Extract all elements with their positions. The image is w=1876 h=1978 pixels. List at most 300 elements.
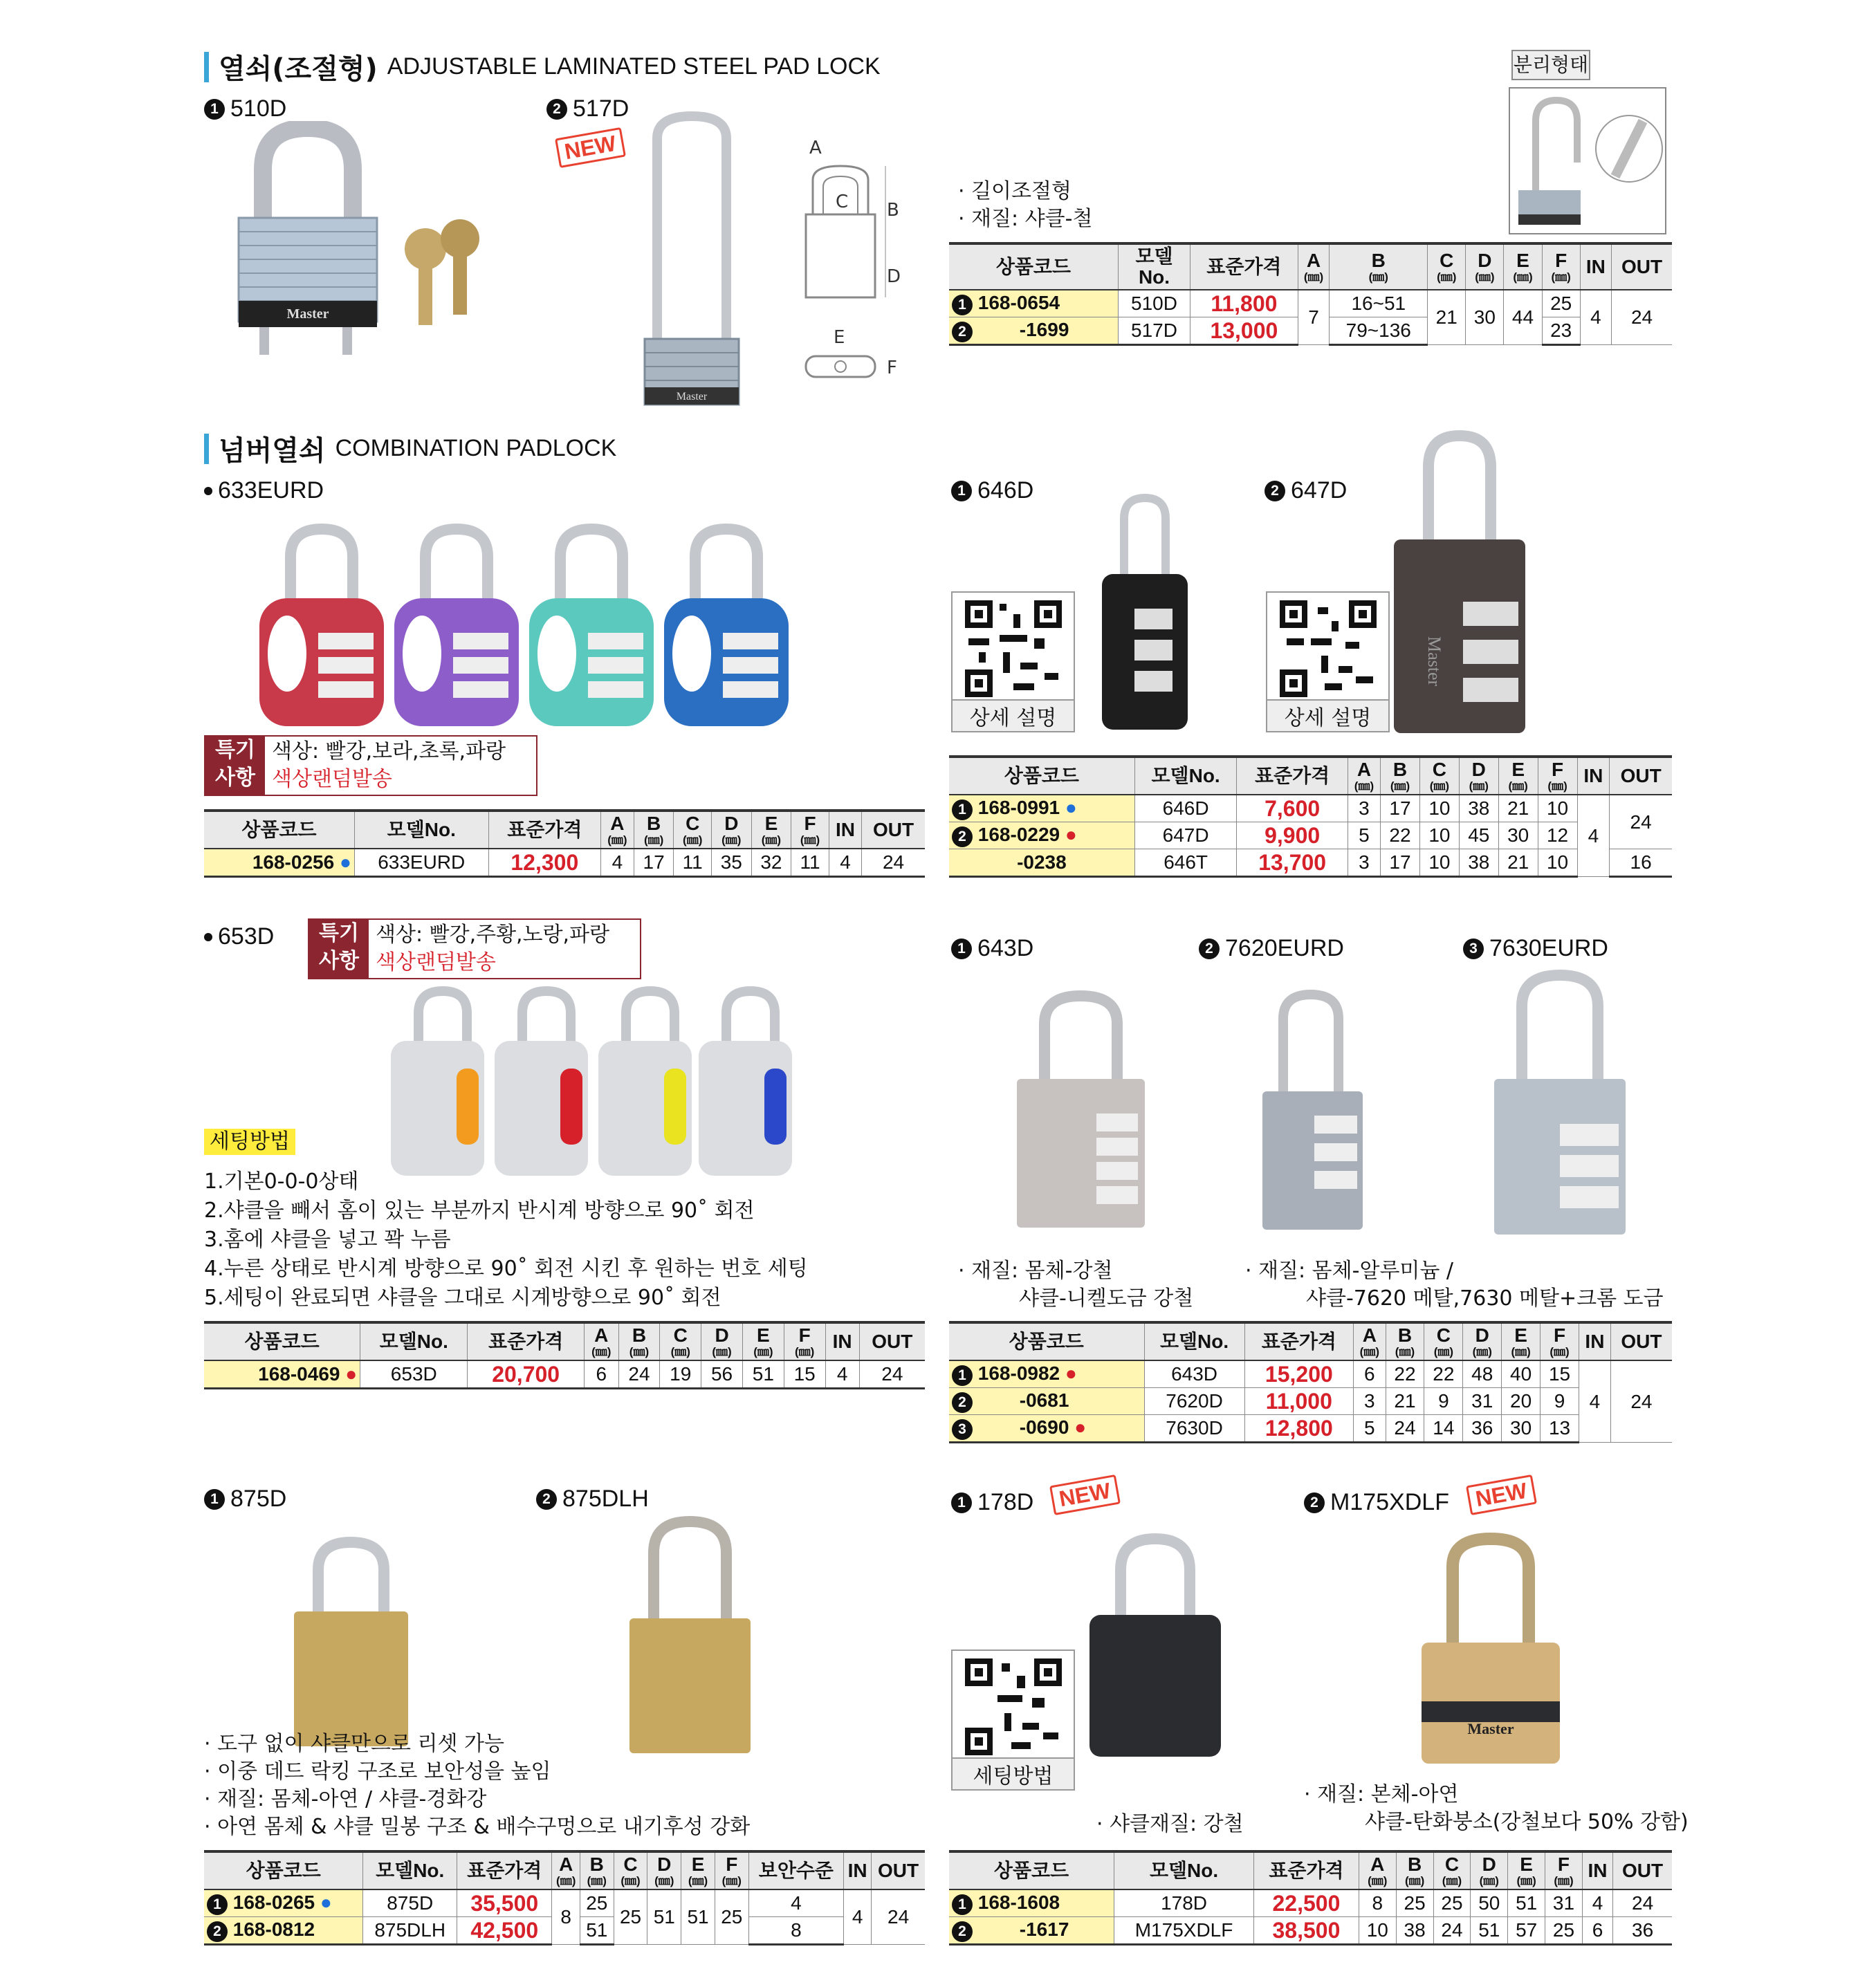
red-dot: ● (345, 1363, 358, 1385)
dim-cell: 6 (1354, 1360, 1386, 1388)
dim-cell: 25 (1542, 290, 1580, 317)
security-cell: 4 (748, 1889, 843, 1917)
code-cell (949, 822, 1134, 849)
note-line: · 도구 없이 샤클만으로 리셋 가능 (204, 1732, 504, 1756)
h: C (1436, 1324, 1451, 1346)
unit: (㎜) (753, 1345, 773, 1358)
bullet-dot (204, 487, 212, 495)
out-cell: 24 (1610, 1360, 1672, 1443)
blue-dot: ● (339, 851, 351, 873)
header-b (580, 1851, 614, 1889)
section-title-kr: 열쇠(조절형) (219, 53, 378, 85)
table-row (204, 849, 925, 877)
note-line: · 길이조절형 (958, 179, 1072, 203)
header-f (791, 811, 829, 849)
model-cell: M175XDLF (1114, 1917, 1254, 1945)
h: A (559, 1854, 573, 1875)
notes-875 (204, 1730, 750, 1841)
note-line: 샤클-탄화붕소(강철보다 50% 강함) (1365, 1810, 1689, 1834)
header-d (712, 811, 752, 849)
header-f (1542, 243, 1580, 290)
unit: (㎜) (1404, 1874, 1425, 1887)
number-badge: 2 (952, 1392, 973, 1413)
number-badge: 1 (207, 1894, 228, 1915)
dim-cell: 3 (1348, 795, 1380, 822)
model-label-653d (204, 923, 274, 950)
table-row (949, 1889, 1672, 1917)
h: A (594, 1324, 609, 1346)
separate-type-label: 분리형태 (1511, 50, 1590, 80)
dim-cell: 24 (618, 1360, 660, 1389)
code-cell (949, 849, 1134, 877)
header-c (1419, 757, 1459, 795)
table-row (949, 290, 1672, 317)
number-badge: 1 (952, 295, 973, 315)
header-d-text: D (1478, 250, 1492, 271)
header-model: 모델No. (354, 811, 488, 849)
code-cell (204, 1360, 360, 1389)
dim-cell: 8 (1359, 1889, 1396, 1917)
lock-red (259, 529, 384, 726)
header-out: OUT (872, 1851, 925, 1889)
unit: (㎜) (794, 1345, 815, 1358)
dim-cell: 11 (674, 849, 712, 877)
out-cell: 24 (859, 1360, 925, 1389)
h: C (686, 813, 700, 834)
code-cell (949, 1917, 1114, 1945)
dim-cell: 17 (1381, 795, 1420, 822)
code-cell (204, 1917, 363, 1945)
header-model: 모델No. (1144, 1322, 1244, 1360)
padlock-510d-image (228, 121, 491, 356)
dim-cell: 40 (1502, 1360, 1541, 1388)
h: D (1482, 1854, 1496, 1875)
code-text: 168-0469 (258, 1363, 340, 1385)
unit: (㎜) (1551, 270, 1571, 284)
h: E (1520, 1854, 1533, 1875)
header-code: 상품코드 (949, 757, 1134, 795)
dim-cell: 25 (715, 1889, 748, 1945)
setting-step: 1.기본0-0-0상태 (204, 1170, 359, 1194)
code-text: 168-0991 (977, 797, 1060, 818)
unit: (㎜) (721, 833, 742, 847)
table-row (204, 1360, 925, 1389)
header-in: IN (844, 1851, 872, 1889)
dim-cell: 25 (614, 1889, 647, 1945)
model-label-875d (204, 1486, 286, 1513)
dim-cell: 35 (712, 849, 752, 877)
h: D (657, 1854, 672, 1875)
header-d (1466, 243, 1504, 290)
setting-caption: 세팅방법 (953, 1757, 1074, 1789)
dim-cell: 22 (1424, 1360, 1463, 1388)
special-notes-633 (204, 735, 537, 796)
dim-cell: 51 (742, 1360, 784, 1389)
h: A (610, 813, 625, 834)
number-badge: 2 (207, 1921, 228, 1942)
code-cell (204, 849, 354, 877)
header-code: 상품코드 (949, 243, 1118, 290)
setting-steps (204, 1167, 808, 1313)
header-e (751, 811, 791, 849)
h: E (764, 813, 778, 834)
dim-cell: 57 (1508, 1917, 1545, 1945)
padlock-653d-images (387, 986, 796, 1183)
lock-yellow (598, 991, 692, 1176)
dim-cell: 17 (1381, 849, 1420, 877)
header-model-b: No. (1138, 266, 1170, 288)
header-security: 보안수준 (748, 1851, 843, 1889)
qr-icon (1276, 597, 1380, 699)
qr-code-178[interactable] (951, 1649, 1075, 1791)
dim-cell: 3 (1348, 849, 1380, 877)
unit: (㎜) (1433, 1345, 1454, 1358)
unit: (㎜) (1303, 270, 1324, 284)
color-note: 색상: 빨강,보라,초록,파랑 (272, 739, 506, 764)
dim-cell: 10 (1538, 795, 1577, 822)
unit: (㎜) (629, 1345, 650, 1358)
h: A (1357, 759, 1372, 780)
h: A (1362, 1324, 1377, 1346)
unit: (㎜) (1511, 1345, 1531, 1358)
detail-caption: 상세 설명 (953, 699, 1074, 731)
code-cell (949, 1415, 1144, 1443)
qr-icon (962, 1655, 1065, 1757)
model-label-510d (204, 95, 286, 122)
title-accent-bar (204, 52, 209, 82)
code-text: 168-0654 (977, 292, 1060, 313)
model-text: 653D (218, 923, 275, 950)
model-label-7620eurd (1199, 935, 1344, 962)
dim-cell: 51 (681, 1889, 715, 1945)
header-d (701, 1322, 743, 1360)
dim-cell: 21 (1498, 795, 1538, 822)
table-row (949, 1388, 1672, 1415)
in-cell: 4 (1579, 1360, 1610, 1443)
adjustable-notes (958, 178, 1092, 233)
unit: (㎜) (1442, 1874, 1462, 1887)
dim-cell: 10 (1538, 849, 1577, 877)
number-badge: 1 (204, 99, 225, 120)
dim-cell: 30 (1502, 1415, 1541, 1443)
header-a (1298, 243, 1330, 290)
number-badge: 2 (1265, 481, 1285, 501)
header-price: 표준가격 (468, 1322, 585, 1360)
header-e (1502, 1322, 1541, 1360)
dim-a-label: A (809, 138, 822, 158)
padlock-647d-image (1390, 429, 1529, 740)
number-badge: 1 (951, 939, 972, 959)
unit: (㎜) (761, 833, 782, 847)
code-cell (949, 795, 1134, 822)
unit: (㎜) (1479, 1874, 1499, 1887)
number-badge: 3 (952, 1419, 973, 1440)
model-text: 647D (1291, 477, 1348, 503)
h: B (632, 1324, 647, 1346)
code-text: -1699 (1019, 319, 1069, 340)
model-label-633eurd (204, 477, 324, 504)
padlock-875dlh-image (626, 1515, 754, 1757)
in-cell: 4 (1582, 1889, 1612, 1917)
unit: (㎜) (654, 1874, 674, 1887)
dim-cell: 38 (1459, 795, 1498, 822)
model-cell: 517D (1118, 317, 1190, 345)
header-c (660, 1322, 701, 1360)
padlock-643d-image (1013, 989, 1148, 1231)
header-e (742, 1322, 784, 1360)
dim-cell: 32 (751, 849, 791, 877)
random-note: 색상랜덤발송 (272, 767, 392, 791)
h: E (1514, 1324, 1527, 1346)
header-price: 표준가격 (1244, 1322, 1354, 1360)
dim-cell: 10 (1419, 795, 1459, 822)
dim-cell: 11 (791, 849, 829, 877)
unit: (㎜) (721, 1874, 742, 1887)
model-label-517d (546, 95, 629, 122)
header-model: 모델No. (1114, 1851, 1254, 1889)
qr-icon (962, 597, 1065, 699)
notes-m175 (1304, 1781, 1689, 1836)
unit: (㎜) (1437, 270, 1457, 284)
dim-cell: 31 (1545, 1889, 1583, 1917)
spec-table-646 (949, 755, 1672, 878)
out-cell: 24 (1613, 1889, 1672, 1917)
unit: (㎜) (1368, 270, 1388, 284)
h: E (1511, 759, 1525, 780)
blue-dot: ● (1065, 797, 1077, 818)
header-model-a: 모델 (1135, 246, 1173, 267)
h: F (726, 1854, 738, 1875)
number-badge: 2 (952, 322, 973, 342)
h: E (691, 1854, 705, 1875)
spec-table-adjustable (949, 242, 1672, 346)
header-c (1424, 1322, 1463, 1360)
header-e (681, 1851, 715, 1889)
note-line: · 재질: 몸체-아연 / 샤클-경화강 (204, 1787, 487, 1811)
header-d (1459, 757, 1498, 795)
dim-cell: 5 (1354, 1415, 1386, 1443)
dim-cell: 21 (1386, 1388, 1424, 1415)
unit: (㎜) (587, 1874, 607, 1887)
lock-orange (391, 991, 484, 1176)
header-in: IN (1579, 1322, 1610, 1360)
header-in: IN (829, 811, 861, 849)
dim-cell: 10 (1419, 849, 1459, 877)
model-cell: 646D (1134, 795, 1237, 822)
bullet-dot (204, 933, 212, 941)
dim-cell: 14 (1424, 1415, 1463, 1443)
dim-cell: 51 (647, 1889, 681, 1945)
h: B (1407, 1854, 1422, 1875)
unit: (㎜) (1549, 1345, 1570, 1358)
new-badge: NEW (555, 127, 626, 168)
spec-table-653 (204, 1321, 925, 1389)
dim-cell: 20 (1502, 1388, 1541, 1415)
header-out: OUT (1612, 243, 1672, 290)
dim-cell: 48 (1463, 1360, 1502, 1388)
dim-b-label: B (887, 200, 899, 221)
random-note: 색상랜덤발송 (376, 950, 496, 974)
dim-cell: 13 (1541, 1415, 1579, 1443)
header-a (1359, 1851, 1396, 1889)
brand-text: Master (1467, 1720, 1514, 1737)
dim-cell: 6 (584, 1360, 618, 1389)
header-b (1386, 1322, 1424, 1360)
header-d (1471, 1851, 1508, 1889)
brand-text: Master (676, 391, 708, 403)
unit: (㎜) (1390, 779, 1410, 793)
header-f (715, 1851, 748, 1889)
model-text: 510D (230, 95, 287, 122)
note-line: · 재질: 몸체-강철 (958, 1259, 1113, 1283)
unit: (㎜) (670, 1345, 690, 1358)
price-cell: 15,200 (1244, 1360, 1354, 1388)
model-text: 517D (573, 95, 629, 122)
special-text (265, 737, 513, 795)
brand-text: Master (286, 306, 329, 322)
header-in: IN (825, 1322, 859, 1360)
dim-cell: 22 (1381, 822, 1420, 849)
special-label-b: 사항 (319, 949, 359, 973)
special-label (205, 737, 265, 795)
number-badge: 1 (952, 1365, 973, 1386)
dim-cell: 25 (580, 1889, 614, 1917)
code-text: 168-0265 (232, 1892, 315, 1913)
number-badge: 1 (952, 1894, 973, 1915)
table-row (949, 849, 1672, 877)
header-a-text: A (1306, 250, 1321, 271)
code-text: -0690 (1019, 1416, 1069, 1438)
price-cell: 35,500 (457, 1889, 552, 1917)
header-out: OUT (1610, 1322, 1672, 1360)
dim-cell: 38 (1396, 1917, 1433, 1945)
price-cell: 7,600 (1237, 795, 1348, 822)
code-cell (949, 1889, 1114, 1917)
dim-cell: 21 (1428, 290, 1466, 345)
model-text: 875DLH (562, 1486, 649, 1512)
dim-cell: 31 (1463, 1388, 1502, 1415)
number-badge: 2 (1304, 1492, 1325, 1513)
price-cell: 38,500 (1254, 1917, 1359, 1945)
out-cell: 24 (872, 1889, 925, 1945)
price-cell: 11,800 (1190, 290, 1298, 317)
qr-code-646[interactable] (951, 591, 1075, 732)
h: C (623, 1854, 638, 1875)
price-cell: 13,700 (1237, 849, 1348, 877)
dim-cell: 38 (1459, 849, 1498, 877)
note-line: · 이중 데드 락킹 구조로 보안성을 높임 (204, 1759, 551, 1784)
model-cell: 633EURD (354, 849, 488, 877)
price-cell: 9,900 (1237, 822, 1348, 849)
unit: (㎜) (1475, 270, 1495, 284)
setting-method-label: 세팅방법 (204, 1129, 295, 1155)
dim-cell: 51 (1508, 1889, 1545, 1917)
header-b (634, 811, 674, 849)
header-code: 상품코드 (204, 1322, 360, 1360)
model-text: M175XDLF (1330, 1489, 1449, 1515)
unit: (㎜) (683, 833, 703, 847)
number-badge: 2 (1199, 939, 1220, 959)
header-a (1348, 757, 1380, 795)
h: D (724, 813, 739, 834)
model-cell: 647D (1134, 822, 1237, 849)
dim-cell: 15 (784, 1360, 825, 1389)
notes-178: · 샤클재질: 강철 (1096, 1812, 1244, 1836)
lock-purple (394, 529, 519, 726)
blue-dot: ● (320, 1892, 332, 1913)
table-row (949, 1360, 1672, 1388)
model-text: 7630EURD (1489, 935, 1608, 961)
unit: (㎜) (1554, 1874, 1574, 1887)
unit: (㎜) (1429, 779, 1450, 793)
detail-caption: 상세 설명 (1267, 699, 1388, 731)
new-badge: NEW (1049, 1475, 1121, 1515)
header-d (1463, 1322, 1502, 1360)
header-e (1504, 243, 1542, 290)
unit: (㎜) (1354, 779, 1374, 793)
in-cell: 4 (844, 1889, 872, 1945)
number-badge: 2 (536, 1489, 557, 1510)
out-cell: 16 (1610, 849, 1672, 877)
dim-cell: 25 (1433, 1889, 1471, 1917)
dim-cell: 16~51 (1330, 290, 1428, 317)
notes-643 (958, 1257, 1193, 1313)
dim-cell: 79~136 (1330, 317, 1428, 345)
h: D (715, 1324, 729, 1346)
setting-step: 4.누른 상태로 반시계 방향으로 90˚ 회전 시킨 후 원하는 번호 세팅 (204, 1257, 808, 1281)
security-cell: 8 (748, 1917, 843, 1945)
qr-code-647[interactable] (1266, 591, 1390, 732)
spec-table-633 (204, 809, 925, 878)
dim-cell: 23 (1542, 317, 1580, 345)
setting-step: 3.홈에 샤클을 넣고 꽉 누름 (204, 1228, 451, 1252)
header-model: 모델No. (360, 1322, 468, 1360)
code-text: 168-0229 (977, 824, 1060, 845)
code-cell (949, 317, 1118, 345)
model-text: 646D (977, 477, 1034, 503)
code-text: -1617 (1019, 1919, 1069, 1940)
dim-cell: 19 (660, 1360, 701, 1389)
number-badge: 2 (952, 1921, 973, 1942)
special-notes-653 (308, 918, 641, 979)
dim-cell: 7 (1298, 290, 1330, 345)
h: B (1397, 1324, 1413, 1346)
header-b (1396, 1851, 1433, 1889)
note-line: · 재질: 샤클-철 (958, 207, 1093, 231)
dim-d-label: D (887, 266, 901, 287)
out-cell: 24 (862, 849, 925, 877)
dim-cell: 22 (1386, 1360, 1424, 1388)
model-text: 178D (977, 1489, 1034, 1515)
header-code: 상품코드 (204, 1851, 363, 1889)
model-cell: 875D (363, 1889, 457, 1917)
special-label-a: 특기 (215, 738, 255, 762)
table-row (204, 1889, 925, 1917)
unit: (㎜) (1469, 779, 1489, 793)
code-cell (204, 1889, 363, 1917)
unit: (㎜) (1547, 779, 1567, 793)
header-f (1541, 1322, 1579, 1360)
dim-cell: 17 (634, 849, 674, 877)
number-badge: 2 (546, 99, 567, 120)
dim-cell: 56 (701, 1360, 743, 1389)
number-badge: 1 (951, 1492, 972, 1513)
dim-cell: 25 (1545, 1917, 1583, 1945)
header-price: 표준가격 (1237, 757, 1348, 795)
header-price: 표준가격 (1190, 243, 1298, 290)
code-cell (949, 1360, 1144, 1388)
h: F (1553, 1324, 1566, 1346)
